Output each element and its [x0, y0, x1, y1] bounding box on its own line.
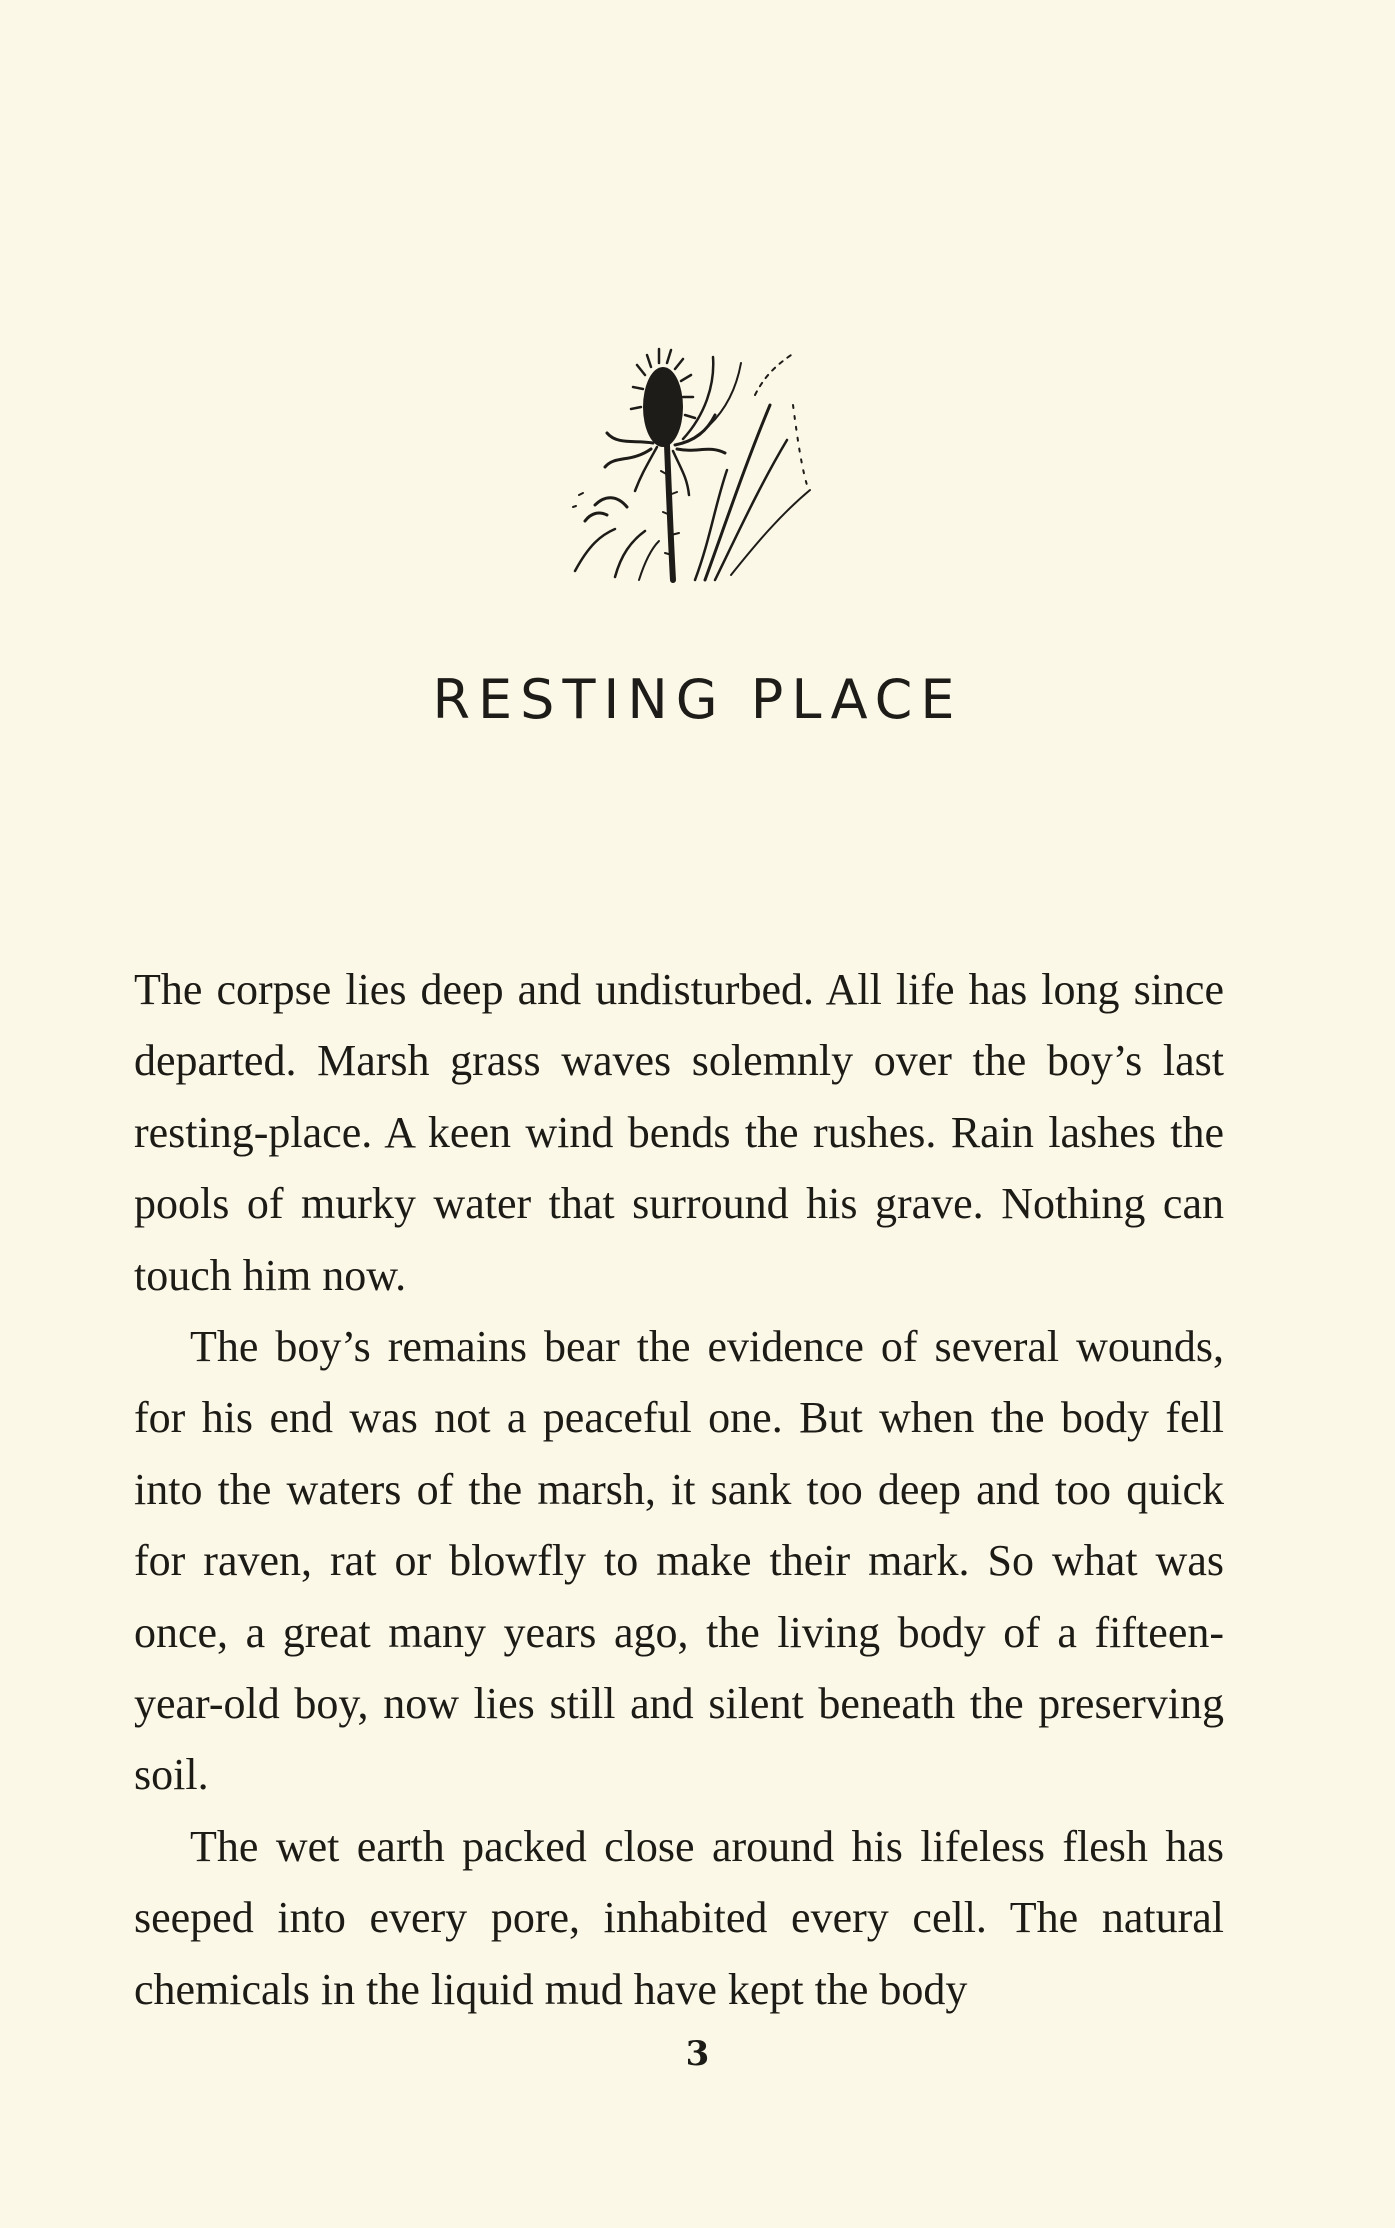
chapter-title: RESTING PLACE	[432, 668, 963, 731]
paragraph: The corpse lies deep and undisturbed. All life has long since departed. Marsh grass waves solemnly over the boy’s last resting-place. A keen wind bends the rushes. Rain lashes the pools of murky water that surround his grave. Nothing can touch him now.	[134, 965, 1224, 1300]
teasel-thistle-icon	[555, 345, 825, 595]
chapter-body	[134, 954, 1224, 2025]
paragraph: The boy’s remains bear the evidence of several wounds, for his end was not a peaceful one. But when the body fell into the waters of the marsh, it sank too deep and too quick for raven, rat or blowfly to make their mark. So what was once, a great many years ago, the living body of a fifteen-year-old boy, now lies still and silent beneath the preserving soil.	[134, 1322, 1224, 1800]
page-number: 3	[685, 2034, 710, 2074]
paragraph: The wet earth packed close around his lifeless flesh has seeped into every pore, inhabited every cell. The natural chemicals in the liquid mud have kept the body	[134, 1821, 1224, 2014]
